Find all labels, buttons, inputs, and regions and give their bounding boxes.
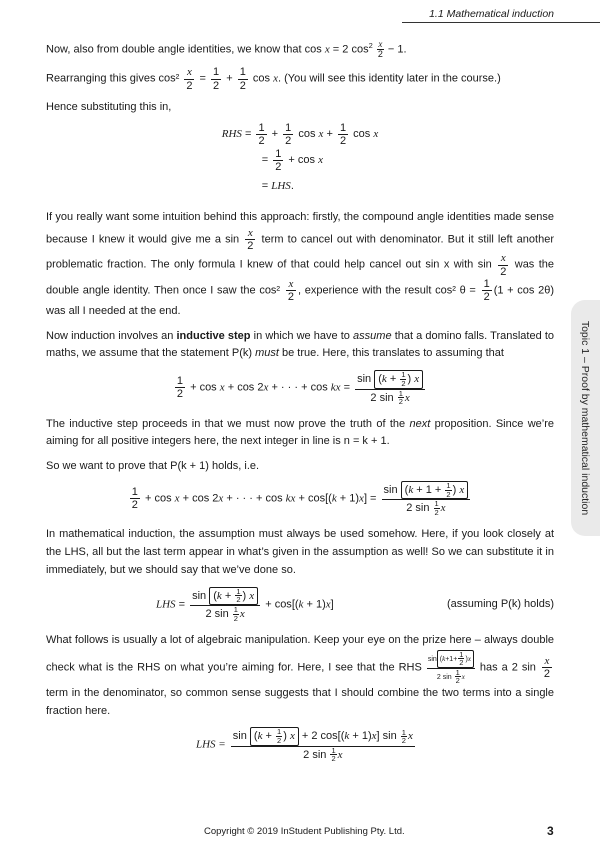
final-lhs: LHS =: [196, 739, 226, 752]
paragraph-intuition: If you really want some intuition behind this approach: firstly, the compound angle identities made sense because I knew it would give me a sin $\frac{x}{2}$ term to cancel out with denominator. But it still left another problematic fraction. The only formula I knew of that could help cancel out sin x with sin $\frac{x}{2}$ was the double angle identity. Then once I saw the cos² $\frac{x}{2}$ , experience with the result cos² θ = $\frac{1}{2}$ (1 + cos 2θ) was all I needed at the end.: [46, 211, 555, 317]
rearranging-note: (You will see this identity later in the course.): [284, 72, 501, 85]
paragraph-rearranging: Rearranging this gives cos² $\frac{x}{2}$ = $\frac{1}{2}$ + $\frac{1}{2}$ cos x. (You will see this identity later in the course.): [46, 66, 501, 92]
assumption-note: (assuming P(k) holds): [447, 598, 554, 611]
paragraph-algebraic-manipulation: What follows is usually a lot of algebraic manipulation. Keep your eye on the prize here – always double check what is the RHS on what you’re aiming for. Here, I see that the RHS sin (k+1+ $\frac{1}{2}$ )x 2 sin $\frac{1}{2}$ x has a 2 sin $\frac{x}{2}$ term in the denominator, so common sense suggests that I should combine the two terms into a single fraction here.: [46, 634, 554, 717]
paragraph-want-to-prove: So we want to prove that P(k + 1) holds, i.e.: [46, 460, 260, 473]
paragraph-assumption-used: In mathematical induction, the assumption must always be used somehow. Here, if you look closely at the LHS, all but the last term appear in what’s given in the assumption as well! So we can substitute it in immediately, but we should say that we’ve done so.: [46, 528, 554, 576]
paragraph-substituting: Hence substituting this in,: [46, 100, 172, 113]
substitution-equation: LHS = sin (k + $\frac{1}{2}$ ) x 2 sin $\frac{1}{2}$ x + cos[(k + 1)x] (assuming P(k) holds): [156, 586, 554, 623]
copyright-notice: Copyright © 2019 InStudent Publishing Pty. Ltd.: [204, 826, 405, 837]
header-rule: [402, 22, 600, 23]
side-tab-label: Topic 1 – Proof by mathematical induction: [579, 320, 591, 516]
page-number: 3: [547, 824, 554, 838]
target-equation: $\frac{1}{2}$ + cos x + cos 2x + · · · + cos kx + cos[(k + 1)x] = sin (k + 1 + $\frac{1}{2}$ ) x 2 sin $\frac{1}{2}$ x: [46, 481, 554, 516]
assumption-equation: $\frac{1}{2}$ + cos x + cos 2x + · · · + cos kx = sin (k + $\frac{1}{2}$ ) x 2 sin $\frac{1}{2}$ x: [46, 370, 554, 405]
derivation-block: RHS = $\frac{1}{2}$ + $\frac{1}{2}$ cos x + $\frac{1}{2}$ cos x = $\frac{1}{2}$ + cos x = LHS.: [221, 121, 379, 193]
running-head: 1.1 Mathematical induction: [429, 8, 554, 20]
rearranging-prefix: Rearranging this gives cos²: [46, 72, 180, 85]
paragraph-double-angle: Now, also from double angle identities, we know that cos x = 2 $\cos^2$ $\frac{x}{2}$ − 1.: [46, 39, 407, 60]
main-content: [46, 40, 554, 773]
paragraph-next-proposition: The inductive step proceeds in that we must now prove the truth of the next proposition. Since we’re aiming for all positive integers here, the next integer in line is n = k + 1.: [46, 417, 554, 448]
inductive-step-term: inductive step: [176, 329, 251, 342]
paragraph-inductive-step: Now induction involves an inductive step in which we have to assume that a domino falls. Translated to maths, we assume that the statement P(k) must be true. Here, this translates to assuming that: [46, 329, 554, 360]
page-header: [0, 0, 600, 26]
combined-fraction-equation: LHS = sin (k + $\frac{1}{2}$ ) x + 2 cos[(k + 1)x] sin $\frac{1}{2}$ x 2 sin $\frac{1}{2}$ x: [196, 727, 413, 764]
derivation-lhs: RHS: [221, 128, 242, 141]
